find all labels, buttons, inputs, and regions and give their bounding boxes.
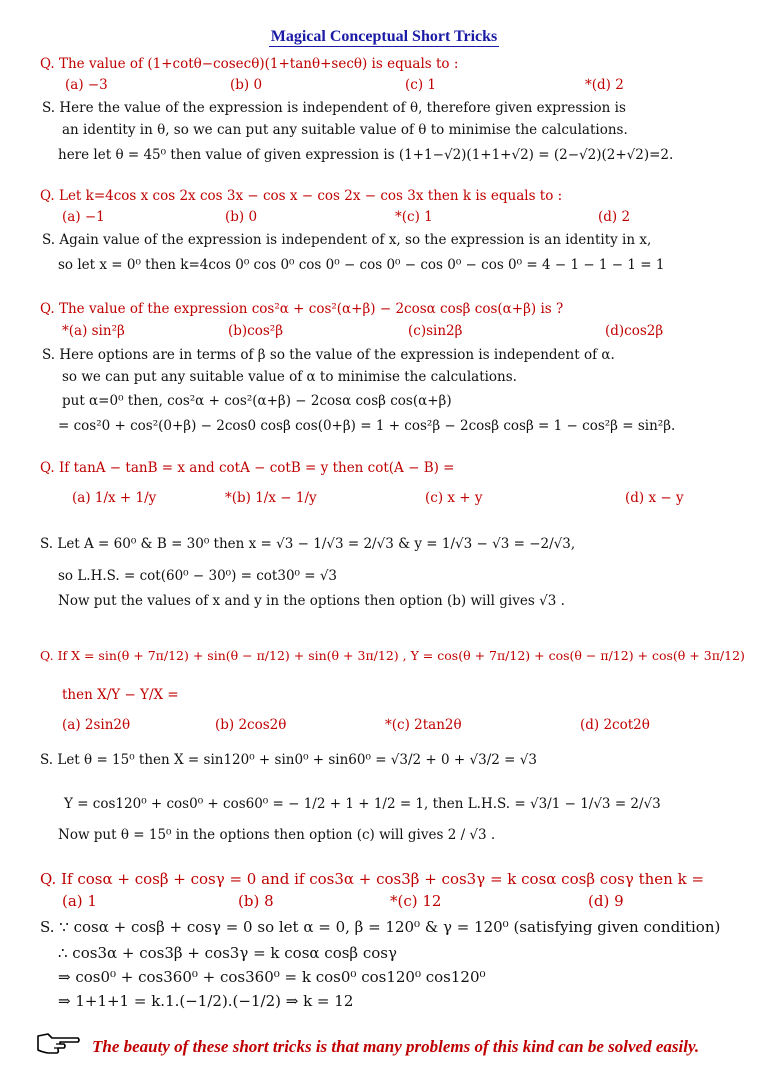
solution-2-line-2: so let x = 0⁰ then k=4cos 0⁰ cos 0⁰ cos 0⁰ − cos 0⁰ − cos 0⁰ − cos 0⁰ = 4 − 1 − 1 − 1 = 1 bbox=[58, 257, 665, 273]
option-2c: *(c) 1 bbox=[395, 209, 433, 225]
question-3: Q. The value of the expression cos²α + cos²(α+β) − 2cosα cosβ cos(α+β) is ? bbox=[40, 301, 564, 317]
footer-note: The beauty of these short tricks is that many problems of this kind can be solved easily. bbox=[92, 1037, 700, 1056]
option-3a: *(a) sin²β bbox=[62, 323, 125, 339]
solution-4-line-2: so L.H.S. = cot(60⁰ − 30⁰) = cot30⁰ = √3 bbox=[58, 568, 338, 584]
solution-6-line-1: S. ∵ cosα + cosβ + cosγ = 0 so let α = 0, β = 120⁰ & γ = 120⁰ (satisfying given condition) bbox=[40, 918, 721, 936]
question-1: Q. The value of (1+cotθ−cosecθ)(1+tanθ+secθ) is equals to : bbox=[40, 56, 459, 72]
solution-3-line-1: S. Here options are in terms of β so the value of the expression is independent of α. bbox=[42, 347, 615, 363]
option-4a: (a) 1/x + 1/y bbox=[72, 490, 157, 506]
solution-6-line-3: ⇒ cos0⁰ + cos360⁰ + cos360⁰ = k cos0⁰ cos120⁰ cos120⁰ bbox=[58, 968, 486, 986]
option-2a: (a) −1 bbox=[62, 209, 105, 225]
solution-4-line-1: S. Let A = 60⁰ & B = 30⁰ then x = √3 − 1/√3 = 2/√3 & y = 1/√3 − √3 = −2/√3, bbox=[40, 536, 576, 552]
page-title: Magical Conceptual Short Tricks bbox=[270, 28, 498, 45]
option-1a: (a) −3 bbox=[65, 77, 108, 93]
solution-1-line-1: S. Here the value of the expression is independent of θ, therefore given expression is bbox=[42, 100, 626, 116]
option-2b: (b) 0 bbox=[225, 209, 258, 225]
option-3b: (b)cos²β bbox=[228, 323, 284, 339]
option-1b: (b) 0 bbox=[230, 77, 263, 93]
option-4d: (d) x − y bbox=[625, 490, 684, 506]
solution-3-line-2: so we can put any suitable value of α to minimise the calculations. bbox=[62, 369, 517, 385]
solution-6-line-2: ∴ cos3α + cos3β + cos3γ = k cosα cosβ cosγ bbox=[58, 944, 397, 962]
solution-5-line-2: Y = cos120⁰ + cos0⁰ + cos60⁰ = − 1/2 + 1 + 1/2 = 1, then L.H.S. = √3/1 − 1/√3 = 2/√3 bbox=[64, 796, 661, 812]
question-2: Q. Let k=4cos x cos 2x cos 3x − cos x − cos 2x − cos 3x then k is equals to : bbox=[40, 188, 563, 204]
solution-3-line-4: = cos²0 + cos²(0+β) − 2cos0 cosβ cos(0+β) = 1 + cos²β − 2cosβ cosβ = 1 − cos²β = sin²β. bbox=[58, 418, 676, 434]
option-4c: (c) x + y bbox=[425, 490, 483, 506]
question-6: Q. If cosα + cosβ + cosγ = 0 and if cos3α + cos3β + cos3γ = k cosα cosβ cosγ then k = bbox=[40, 870, 705, 888]
option-1c: (c) 1 bbox=[405, 77, 436, 93]
option-5b: (b) 2cos2θ bbox=[215, 717, 287, 733]
option-6b: (b) 8 bbox=[238, 892, 274, 910]
option-6a: (a) 1 bbox=[62, 892, 97, 910]
option-2d: (d) 2 bbox=[598, 209, 631, 225]
solution-3-line-3: put α=0⁰ then, cos²α + cos²(α+β) − 2cosα cosβ cos(α+β) bbox=[62, 393, 452, 409]
option-1d: *(d) 2 bbox=[585, 77, 624, 93]
question-5: Q. If X = sin(θ + 7π/12) + sin(θ − π/12) + sin(θ + 3π/12) , Y = cos(θ + 7π/12) + cos(θ − π/12) + cos(θ + 3π/12) bbox=[40, 648, 745, 663]
option-3d: (d)cos2β bbox=[605, 323, 664, 339]
solution-4-line-3: Now put the values of x and y in the options then option (b) will gives √3 . bbox=[58, 593, 565, 609]
option-6d: (d) 9 bbox=[588, 892, 624, 910]
solution-1-line-3: here let θ = 45⁰ then value of given expression is (1+1−√2)(1+1+√2) = (2−√2)(2+√2)=2. bbox=[58, 147, 674, 163]
option-3c: (c)sin2β bbox=[408, 323, 463, 339]
pointing-hand-icon bbox=[36, 1030, 80, 1056]
solution-5-line-3: Now put θ = 15⁰ in the options then option (c) will gives 2 / √3 . bbox=[58, 827, 496, 843]
solution-2-line-1: S. Again value of the expression is independent of x, so the expression is an identity in x, bbox=[42, 232, 652, 248]
solution-6-line-4: ⇒ 1+1+1 = k.1.(−1/2).(−1/2) ⇒ k = 12 bbox=[58, 992, 354, 1010]
option-4b: *(b) 1/x − 1/y bbox=[225, 490, 317, 506]
option-5c: *(c) 2tan2θ bbox=[385, 717, 462, 733]
option-5a: (a) 2sin2θ bbox=[62, 717, 131, 733]
solution-1-line-2: an identity in θ, so we can put any suitable value of θ to minimise the calculations. bbox=[62, 122, 628, 138]
solution-5-line-1: S. Let θ = 15⁰ then X = sin120⁰ + sin0⁰ + sin60⁰ = √3/2 + 0 + √3/2 = √3 bbox=[40, 752, 537, 768]
question-5-part-2: then X/Y − Y/X = bbox=[62, 687, 179, 703]
option-6c: *(c) 12 bbox=[390, 892, 442, 910]
option-5d: (d) 2cot2θ bbox=[580, 717, 650, 733]
question-4: Q. If tanA − tanB = x and cotA − cotB = y then cot(A − B) = bbox=[40, 460, 455, 476]
